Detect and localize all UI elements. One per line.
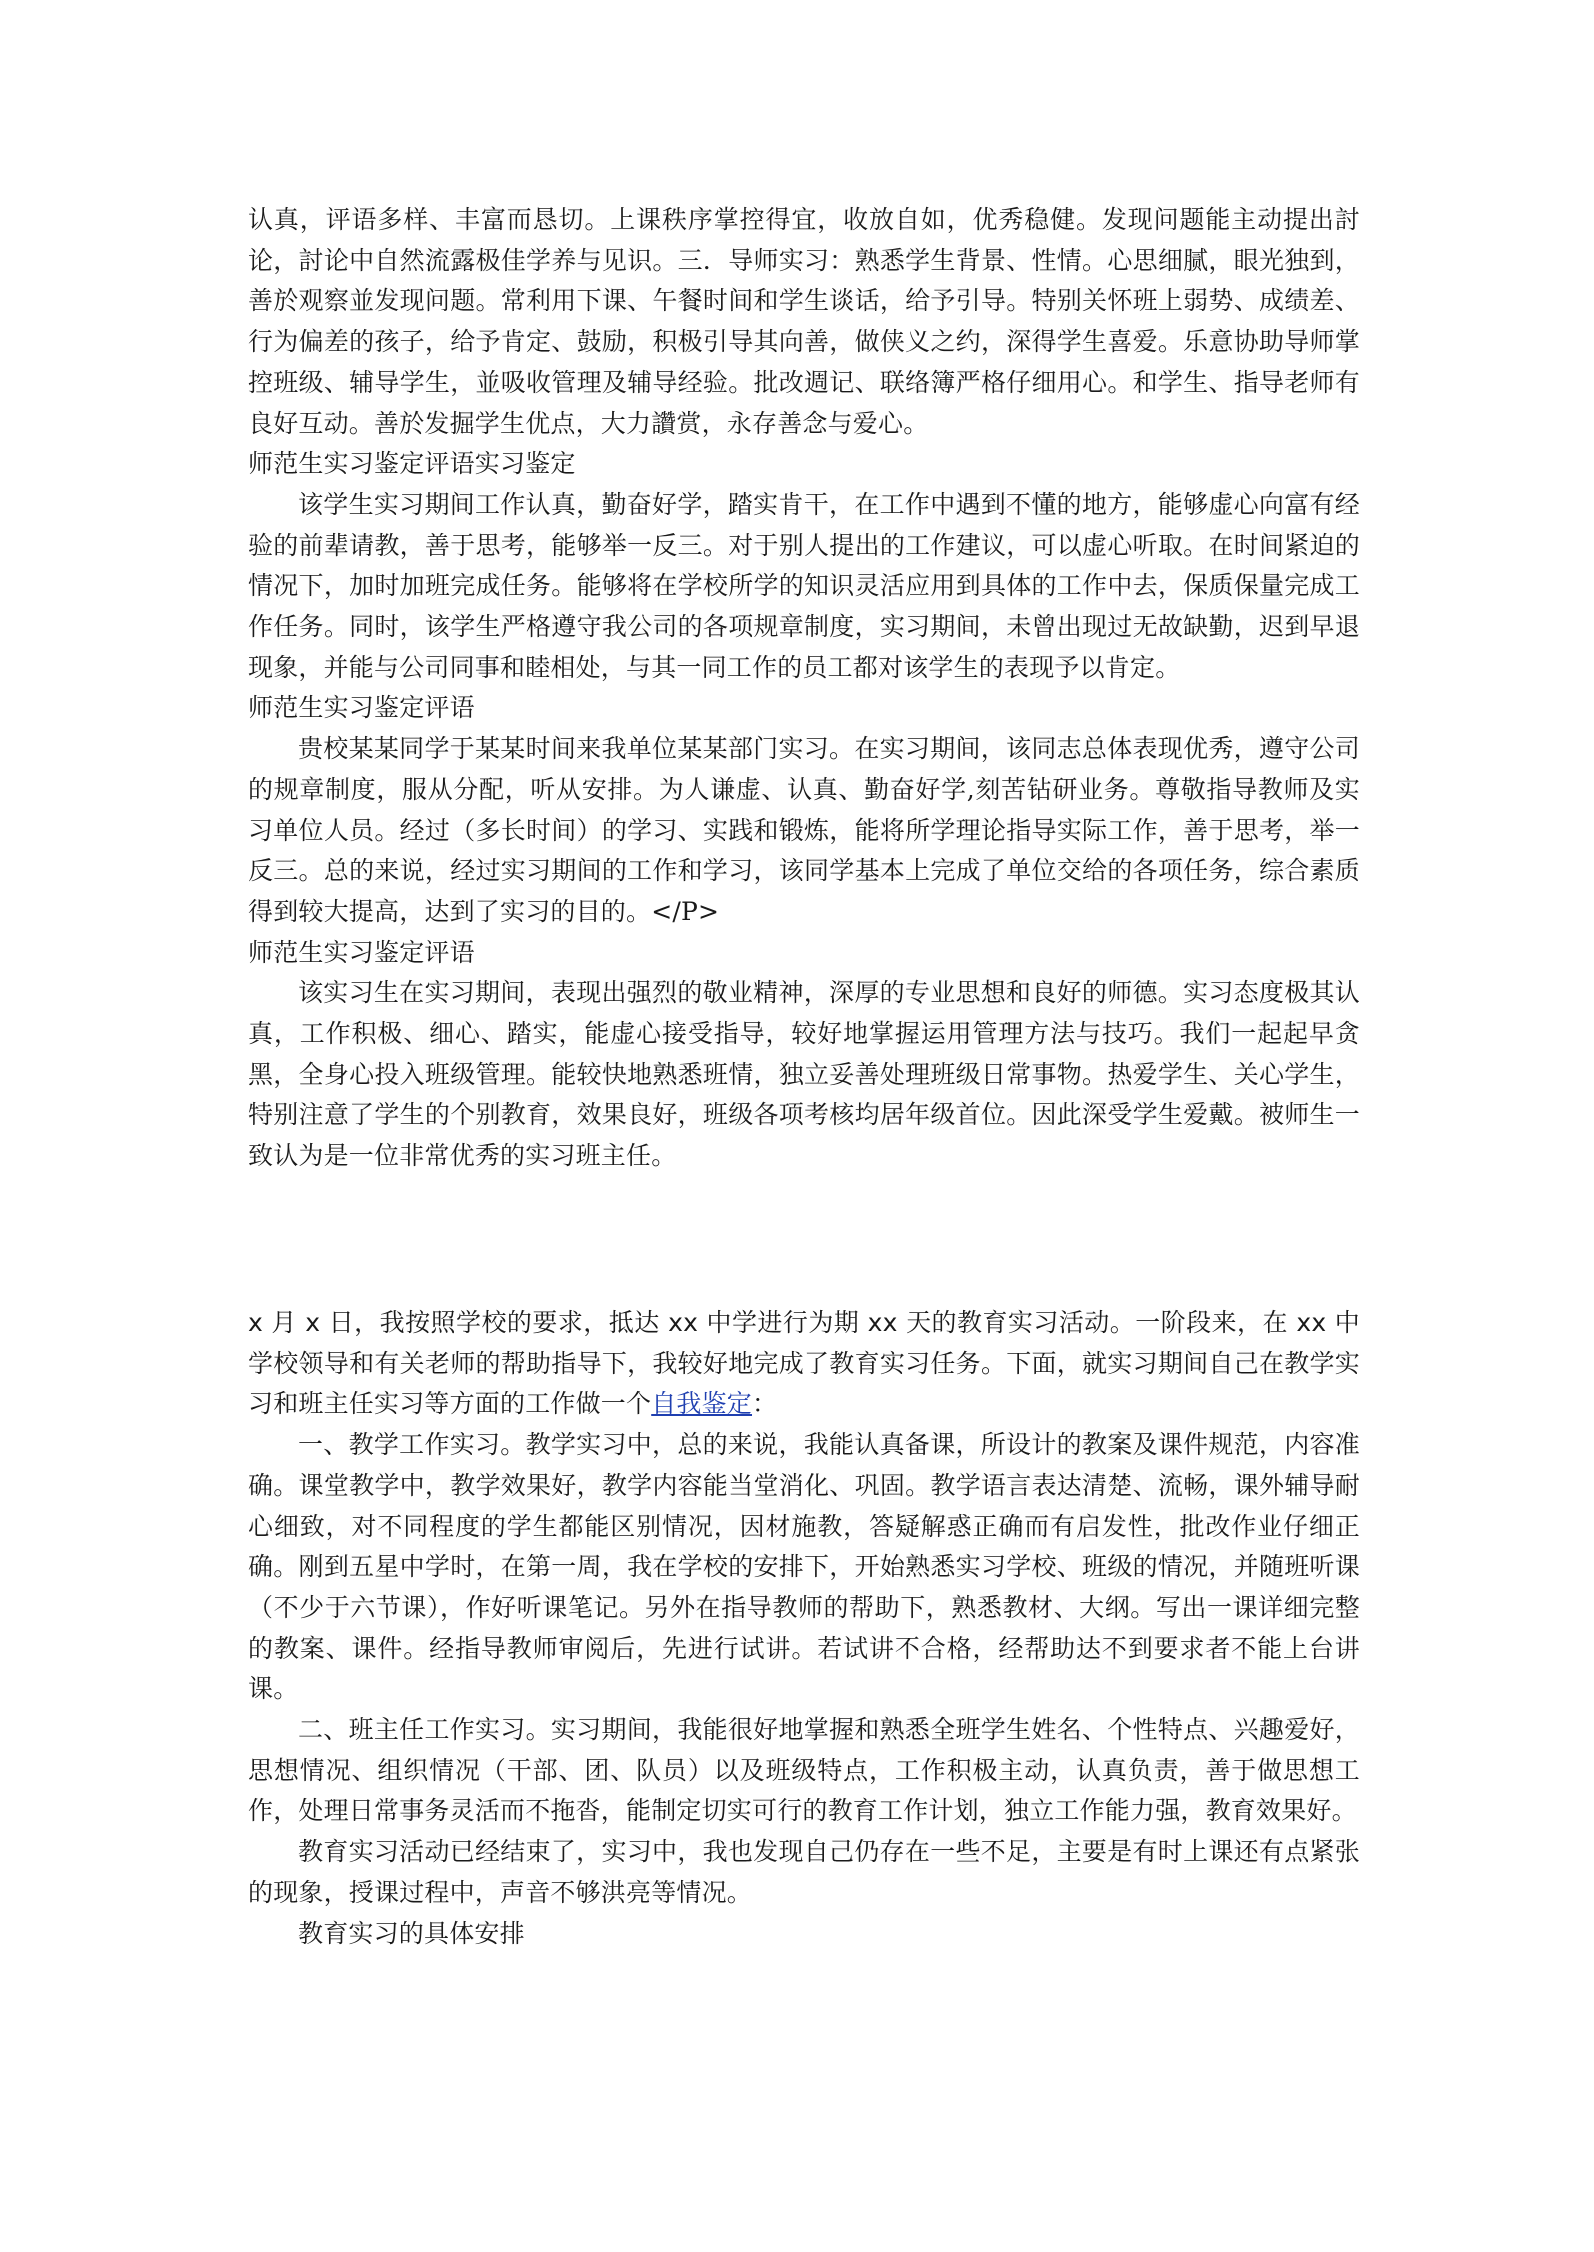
month-placeholder: x	[248, 1308, 263, 1337]
self-appraisal-link[interactable]: 自我鉴定	[651, 1389, 753, 1419]
body-paragraph-2: 贵校某某同学于某某时间来我单位某某部门实习。在实习期间，该同志总体表现优秀，遵守公司的规章制度，服从分配，听从安排。为人谦虚、认真、勤奋好学,刻苦钻研业务。尊敬指导教师及实习单位人员。经过（多长时间）的学习、实践和锻炼，能将所学理论指导实际工作，善于思考，举一反三。总的来说，经过实习期间的工作和学习，该同学基本上完成了单位交给的各项任务，综合素质得到较大提高，达到了实习的目的。</P>	[248, 734, 1360, 926]
body-paragraph-3: 该实习生在实习期间，表现出强烈的敬业精神，深厚的专业思想和良好的师德。实习态度极其认真，工作积极、细心、踏实，能虚心接受指导，较好地掌握运用管理方法与技巧。我们一起起早贪黑，全身心投入班级管理。能较快地熟悉班情，独立妥善处理班级日常事物。热爱学生、关心学生，特别注意了学生的个别教育，效果良好，班级各项考核均居年级首位。因此深受学生爱戴。被师生一致认为是一位非常优秀的实习班主任。	[248, 978, 1360, 1171]
days-placeholder: xx	[867, 1308, 898, 1337]
school-placeholder-2: xx	[1296, 1308, 1327, 1337]
appraisal-section	[248, 200, 1360, 1177]
section-heading-3: 师范生实习鉴定评语	[248, 937, 475, 967]
class-teacher-paragraph: 二、班主任工作实习。实习期间，我能很好地掌握和熟悉全班学生姓名、个性特点、兴趣爱好，思想情况、组织情况（干部、团、队员）以及班级特点，工作积极主动，认真负责，善于做思想工作，处理日常事务灵活而不拖沓，能制定切实可行的教育工作计划，独立工作能力强，教育效果好。	[248, 1715, 1360, 1826]
intro-text-3: 中学进行为期	[698, 1308, 868, 1337]
self-appraisal-section	[248, 1303, 1360, 1954]
day-placeholder: x	[305, 1308, 321, 1337]
summary-paragraph: 教育实习活动已经结束了，实习中，我也发现自己仍存在一些不足，主要是有时上课还有点紧张的现象，授课过程中，声音不够洪亮等情况。	[248, 1837, 1360, 1907]
section-heading-2: 师范生实习鉴定评语	[248, 693, 475, 723]
body-paragraph-1: 该学生实习期间工作认真，勤奋好学，踏实肯干，在工作中遇到不懂的地方，能够虚心向富有经验的前辈请教，善于思考，能够举一反三。对于别人提出的工作建议，可以虚心听取。在时间紧迫的情况下，加时加班完成任务。能够将在学校所学的知识灵活应用到具体的工作中去，保质保量完成工作任务。同时，该学生严格遵守我公司的各项规章制度，实习期间，未曾出现过无故缺勤，迟到早退现象，并能与公司同事和睦相处，与其一同工作的员工都对该学生的表现予以肯定。	[248, 489, 1360, 682]
arrangement-heading: 教育实习的具体安排	[298, 1918, 525, 1948]
intro-text-5: 中学校领导和有关老师的帮助指导下，我较好地完成了教育实习任务。下面，就实习期间自己在教学实习和班主任实习等方面的工作做一个	[248, 1308, 1360, 1419]
intro-text-end: ：	[752, 1389, 778, 1419]
intro-paragraph: 认真，评语多样、丰富而恳切。上课秩序掌控得宜，收放自如，优秀稳健。发现问题能主动提出討论，討论中自然流露极佳学养与见识。三．导师实习：熟悉学生背景、性情。心思细腻，眼光独到，善於观察並发现问题。常利用下课、午餐时间和学生谈话，给予引导。特别关怀班上弱势、成绩差、行为偏差的孩子，给予肯定、鼓励，积极引导其向善，做侠义之约，深得学生喜爱。乐意协助导师掌控班级、辅导学生，並吸收管理及辅导经验。批改週记、联络簿严格仔细用心。和学生、指导老师有良好互动。善於发掘学生优点，大力讚赏，永存善念与爱心。	[248, 205, 1360, 438]
self-appraisal-intro	[248, 1303, 1360, 1425]
teaching-practice-paragraph: 一、教学工作实习。教学实习中，总的来说，我能认真备课，所设计的教案及课件规范，内容准确。课堂教学中，教学效果好，教学内容能当堂消化、巩固。教学语言表达清楚、流畅，课外辅导耐心细致，对不同程度的学生都能区别情况，因材施教，答疑解惑正确而有启发性，批改作业仔细正确。刚到五星中学时，在第一周，我在学校的安排下，开始熟悉实习学校、班级的情况，并随班听课（不少于六节课），作好听课笔记。另外在指导教师的帮助下，熟悉教材、大纲。写出一课详细完整的教案、课件。经指导教师审阅后，先进行试讲。若试讲不合格，经帮助达不到要求者不能上台讲课。	[248, 1430, 1360, 1704]
section-heading-1: 师范生实习鉴定评语实习鉴定	[248, 449, 576, 479]
intro-text-2: 日，我按照学校的要求，抵达	[320, 1308, 669, 1337]
intro-text-1: 月	[263, 1308, 306, 1337]
intro-text-4: 天的教育实习活动。一阶段来，在	[897, 1308, 1297, 1337]
school-placeholder: xx	[668, 1308, 699, 1337]
